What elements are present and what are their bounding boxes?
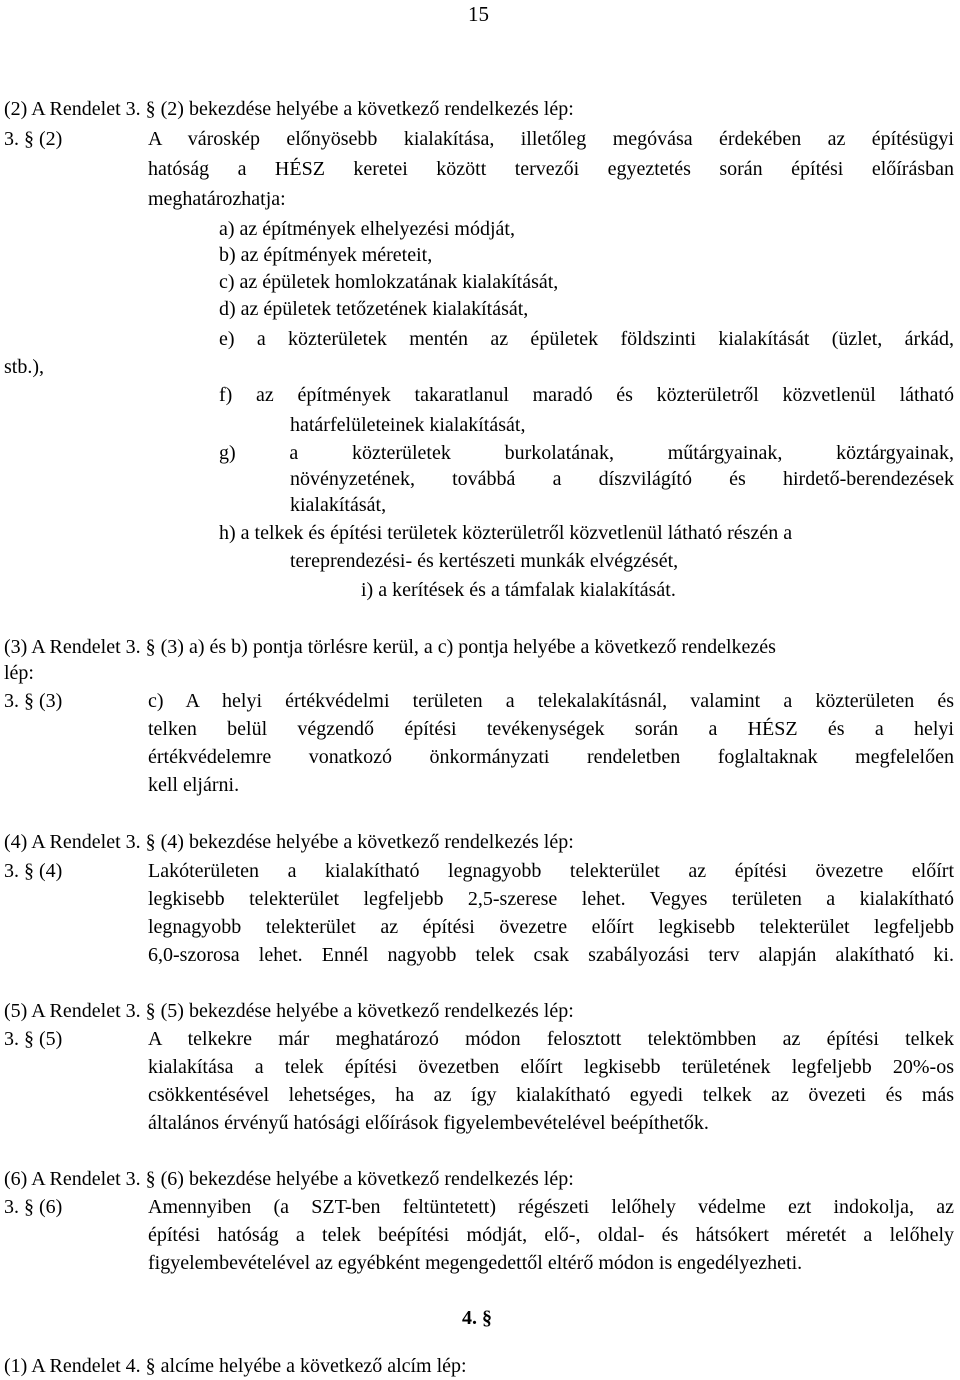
list-item: i) a kerítések és a támfalak kialakítását. — [361, 579, 676, 601]
paragraph-line: A városkép előnyösebb kialakítása, illetőleg megóvása érdekében az építésügyi — [148, 128, 954, 150]
paragraph-line: Lakóterületen a kialakítható legnagyobb telekterület az építési övezetre előírt — [148, 860, 954, 882]
paragraph-line: c) A helyi értékvédelmi területen a telekalakításnál, valamint a közterületen és — [148, 690, 954, 712]
paragraph-line: 6,0-szorosa lehet. Ennél nagyobb telek csak szabályozási terv alapján alakítható ki. — [148, 944, 954, 966]
amendment-intro: (6) A Rendelet 3. § (6) bekezdése helyébe a következő rendelkezés lép: — [4, 1168, 574, 1190]
list-item-continuation: stb.), — [4, 356, 44, 378]
section-reference: 3. § (5) — [4, 1028, 63, 1050]
amendment-intro: (4) A Rendelet 3. § (4) bekezdése helyébe a következő rendelkezés lép: — [4, 831, 574, 853]
amendment-intro: (2) A Rendelet 3. § (2) bekezdése helyébe a következő rendelkezés lép: — [4, 98, 574, 120]
section-reference: 3. § (2) — [4, 128, 63, 150]
list-item-continuation: növényzetének, továbbá a díszvilágító és hirdető-berendezések — [290, 468, 954, 490]
list-item: e) a közterületek mentén az épületek földszinti kialakítását (üzlet, árkád, — [219, 328, 954, 350]
section-reference: 3. § (4) — [4, 860, 63, 882]
paragraph-line: kialakítása a telek építési övezetben előírt legkisebb területének legfeljebb 20%-os — [148, 1056, 954, 1078]
paragraph-line: A telkekre már meghatározó módon felosztott telektömbben az építési telkek — [148, 1028, 954, 1050]
paragraph-line: figyelembevételével az egyébként megengedettől eltérő módon is engedélyezheti. — [148, 1252, 803, 1274]
paragraph-line: meghatározhatja: — [148, 188, 286, 210]
paragraph-line: telken belül végzendő építési tevékenységek során a HÉSZ és a helyi — [148, 718, 954, 740]
paragraph-line: Amennyiben (a SZT-ben feltüntetett) régészeti lelőhely védelme ezt indokolja, az — [148, 1196, 954, 1218]
list-item: f) az építmények takaratlanul maradó és közterületről közvetlenül látható — [219, 384, 954, 406]
page-number: 15 — [468, 2, 489, 26]
list-item: g) a közterületek burkolatának, műtárgyainak, köztárgyainak, — [219, 442, 954, 464]
paragraph-line: csökkentésével lehetséges, ha az így kialakítható egyedi telkek az övezeti és más — [148, 1084, 954, 1106]
paragraph-line: legnagyobb telekterület az építési övezetre előírt legkisebb telekterület legfeljebb — [148, 916, 954, 938]
list-item: h) a telkek és építési területek közterületről közvetlenül látható részén a — [219, 522, 793, 544]
section-reference: 3. § (3) — [4, 690, 63, 712]
list-item: d) az épületek tetőzetének kialakítását, — [219, 298, 529, 320]
paragraph-line: legkisebb telekterület legfeljebb 2,5-szerese lehet. Vegyes területen a kialakítható — [148, 888, 954, 910]
amendment-intro: (1) A Rendelet 4. § alcíme helyébe a következő alcím lép: — [4, 1355, 467, 1377]
list-item: a) az építmények elhelyezési módját, — [219, 218, 515, 240]
list-item: b) az építmények méreteit, — [219, 244, 433, 266]
paragraph-line: értékvédelemre vonatkozó önkormányzati rendeletben foglaltaknak megfelelően — [148, 746, 954, 768]
amendment-intro-continuation: lép: — [4, 662, 34, 684]
list-item: c) az épületek homlokzatának kialakítását, — [219, 271, 559, 293]
list-item-continuation: határfelületeinek kialakítását, — [290, 414, 526, 436]
paragraph-line: építési hatóság a telek beépítési módját, elő-, oldal- és hátsókert méretét a lelőhely — [148, 1224, 954, 1246]
amendment-intro: (3) A Rendelet 3. § (3) a) és b) pontja törlésre kerül, a c) pontja helyébe a következő rendelkezés — [4, 636, 776, 658]
amendment-intro: (5) A Rendelet 3. § (5) bekezdése helyébe a következő rendelkezés lép: — [4, 1000, 574, 1022]
section-reference: 3. § (6) — [4, 1196, 63, 1218]
paragraph-line: kell eljárni. — [148, 774, 240, 796]
paragraph-line: általános érvényű hatósági előírások figyelembevételével beépíthetők. — [148, 1112, 709, 1134]
list-item-continuation: kialakítását, — [290, 494, 387, 516]
list-item-continuation: tereprendezési- és kertészeti munkák elvégzését, — [290, 550, 679, 572]
section-heading: 4. § — [462, 1307, 492, 1329]
paragraph-line: hatóság a HÉSZ keretei között tervezői egyeztetés során építési előírásban — [148, 158, 954, 180]
